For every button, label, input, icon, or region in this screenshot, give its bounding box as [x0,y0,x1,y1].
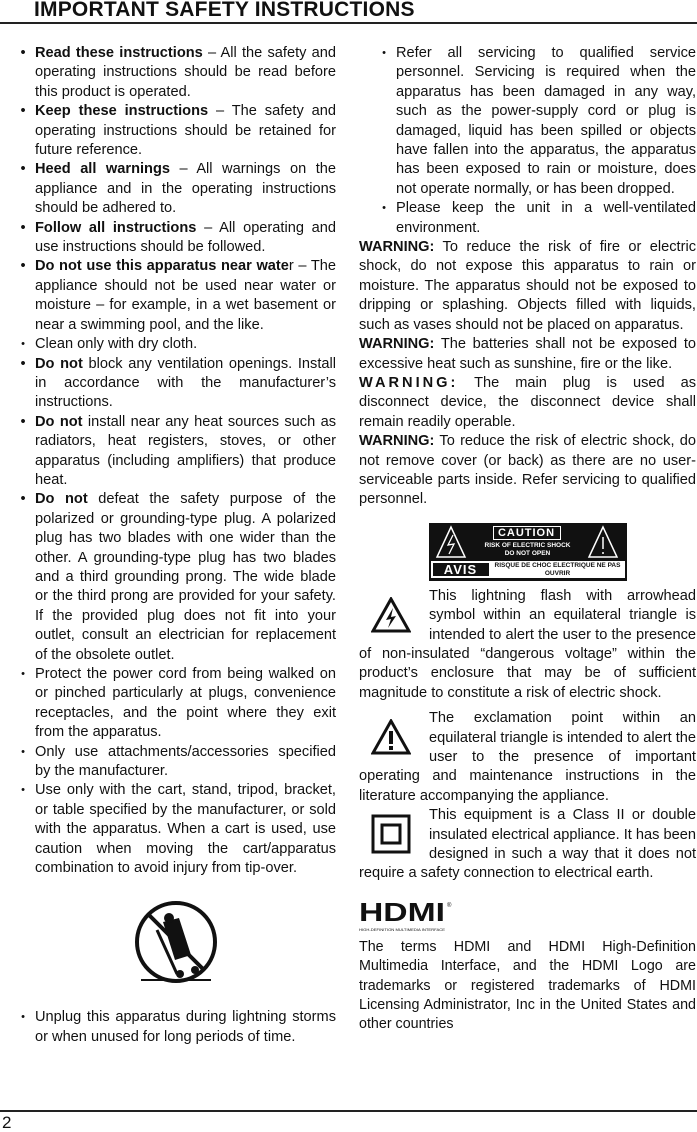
list-item [16,1008,336,1047]
bullet: • [20,355,26,372]
footer-divider [0,1110,697,1112]
item-text: Refer all servicing to qualified service personnel. Servicing is required when the apparatus has been damaged in any way, such as the power-supply cord or plug is damaged, liquid has been spilled or objects have fallen into the apparatus, the apparatus has been exposed to rain or moisture, does not operate normally, or has been dropped. [396,45,696,197]
list-item [16,44,336,102]
symbol-text: This lightning flash with arrowhead symbol within an equilateral triangle is intended to alert the user to the presence of non-insulated “dangerous voltage” within the product’s enclosure that may be of sufficient magnitude to constitute a risk of electric shock. [359,587,696,701]
symbol-text: The exclamation point within an equilateral triangle is intended to alert the user to the presence of important operating and maintenance instructions in the literature accompanying the appliance. [359,710,696,804]
item-heading: Do not [35,491,88,508]
item-text: Use only with the cart, stand, tripod, bracket, or table specified by the manufacturer, or sold with the apparatus. When a cart is used, use caution when moving the cart/apparatus combination to avoid injury from tip-over. [35,782,336,877]
caution-title: CAUTION [493,526,561,540]
list-item [16,743,336,782]
bullet: • [21,668,25,680]
item-heading: Do not [35,413,83,430]
bullet: • [21,1011,25,1024]
servicing-list [359,44,696,238]
bullet: • [20,413,26,430]
page-number: 2 [2,1113,12,1132]
item-heading: Follow all instructions [35,219,197,236]
item-heading: Read these instructions [35,45,203,61]
list-item [377,44,696,199]
item-text: Clean only with dry cloth. [35,336,198,353]
item-text: – The safety and operating instructions should be retained for future reference. [35,103,336,159]
item-text: Please keep the unit in a well-ventilated environment. [396,200,696,236]
item-text: Protect the power cord from being walked on or pinched particularly at plugs, convenience receptacles, and the point where they exit from the apparatus. [35,666,336,741]
item-text: Unplug this apparatus during lightning storms or when unused for long periods of time. [35,1009,336,1045]
symbol-text: This equipment is a Class II or double insulated electrical appliance. It has been designed in such a way that it does not require a safety connection to electrical earth. [359,807,696,882]
list-item [16,665,336,743]
warning-text: To reduce the risk of fire or electric shock, do not expose this apparatus to rain or moisture. The apparatus should not be exposed to dripping or splashing. Objects filled with liquids, such as vases should not be placed on apparatus. [359,239,696,333]
cart-tip-over-warning-icon [16,900,336,986]
caution-label [429,523,627,581]
item-heading: Do not use this apparatus near wate [35,258,289,275]
warning-paragraph [359,432,696,510]
symbol-explanation [359,806,696,884]
item-heading: Heed all warnings [35,161,170,178]
list-item [16,335,336,354]
caution-line: RISK OF ELECTRIC SHOCK [484,541,571,549]
warning-text: The batteries shall not be exposed to excessive heat such as sunshine, fire or the like. [359,336,696,372]
bullet: • [21,784,25,797]
page-title: IMPORTANT SAFETY INSTRUCTIONS [34,0,415,21]
warning-paragraph [359,335,696,374]
bullet: • [21,338,25,351]
warning-paragraph [359,238,696,335]
right-column [359,44,696,1035]
item-text: – All warnings on the appliance and in the operating instructions should be adhered to. [35,161,336,217]
warning-text: The main plug is used as disconnect device, the disconnect device shall remain readily operable. [359,374,696,430]
bullet: • [20,103,26,120]
hdmi-logo [359,898,696,934]
list-item [16,355,336,413]
title-divider [0,22,697,24]
list-item [16,219,336,258]
bullet: • [20,219,26,236]
hdmi-trademark-text: The terms HDMI and HDMI High-Definition Multimedia Interface, and the HDMI Logo are trademarks or registered trademarks of HDMI Licensing Administrator, Inc in the United States and other countries [359,938,696,1033]
lightning-triangle-icon [359,587,423,643]
list-item [16,413,336,491]
item-text: install near any heat sources such as radiators, heat registers, stoves, or other apparatus (including amplifiers) that produce heat. [35,413,336,488]
item-heading: Do not [35,355,83,372]
avis-label: AVIS [433,563,489,576]
class-ii-double-square-icon [359,806,423,862]
bullet: • [382,202,386,215]
item-heading: Keep these instructions [35,103,209,120]
symbol-explanation [359,587,696,703]
left-column [16,44,336,1047]
caution-line: DO NOT OPEN [504,549,551,557]
symbol-explanation [359,709,696,806]
hdmi-tagline: HIGH-DEFINITION MULTIMEDIA INTERFACE [359,927,446,932]
item-text: block any ventilation openings. Install in accordance with the manufacturer’s instructions. [35,355,336,411]
bullet: • [21,745,25,758]
item-text: Only use attachments/accessories specified by the manufacturer. [35,743,336,780]
item-text: – All operating and use instructions should be followed. [35,219,336,256]
instruction-list [16,44,336,878]
list-item [16,781,336,878]
warning-text: To reduce the risk of electric shock, do not remove cover (or back) as there are no user-serviceable parts inside. Refer servicing to qualified personnel. [359,433,696,508]
warning-label: WARNING: [359,336,435,353]
list-item [16,257,336,335]
item-text: defeat the safety purpose of the polarized or grounding-type plug. A polarized plug has two blades with one wider than the other. A grounding-type plug has two blades and a third grounding prong. The wide blade or the third prong are provided for your safety. If the provided plug does not fit into your outlet, consult an electrician for replacement of the obsolete outlet. [35,491,336,663]
list-item [16,102,336,160]
exclamation-triangle-icon [359,709,423,765]
bullet: • [20,258,26,275]
bullet: • [20,491,26,508]
item-text: – All the safety and operating instructions should be read before this product is operated. [35,45,337,100]
bullet: • [20,45,26,61]
list-item [16,160,336,218]
list-item [16,490,336,665]
list-item [377,199,696,238]
item-text: r – The appliance should not be used near water or moisture – for example, in a wet basement or near a swimming pool, and the like. [35,258,336,333]
bullet: • [382,47,386,59]
warning-label: WARNING: [359,433,435,450]
svg-text:®: ® [447,902,452,909]
warning-label: WARNING: [359,374,459,391]
hdmi-logo-text: HDMI [359,897,445,927]
warning-paragraph [359,374,696,432]
avis-text: RISQUE DE CHOC ELECTRIQUE NE PAS OUVRIR [494,561,621,577]
bullet: • [20,161,26,178]
caution-subtext [475,542,581,558]
warning-label: WARNING: [359,239,435,256]
instruction-list-continued [16,1008,336,1047]
